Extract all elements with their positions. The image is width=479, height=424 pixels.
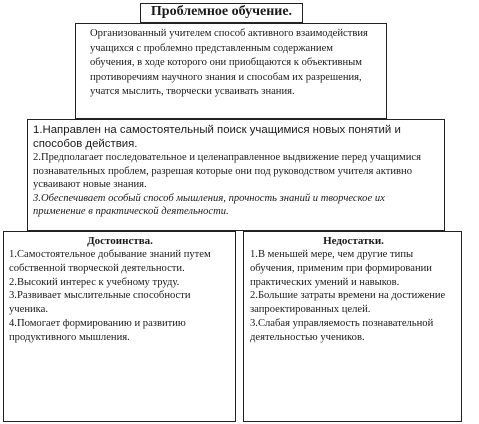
advantage-item: 1.Самостоятельное добывание знаний путем собственной творческой деятельности.	[9, 249, 211, 274]
advantage-item: 2.Высокий интерес к учебному труду.	[9, 276, 180, 288]
features-box	[27, 119, 445, 231]
feature-item-1: 1.Направлен на самостоятельный поиск учащимися новых понятий и способов действия.	[33, 124, 401, 150]
definition-text: Организованный учителем способ активного взаимодействия учащихся с проблемно представленным содержанием обучения, в ходе которого они приобщаются к объективным противоречиям научного знания и способам их разрешения, учатся мыслить, творчески усваивать знания.	[90, 28, 368, 98]
diagram-title	[140, 3, 303, 23]
advantage-item: 3.Развивает мыслительные способности ученика.	[9, 290, 191, 316]
advantages-heading: Достоинства.	[87, 235, 153, 247]
feature-item-2: 2.Предполагает последовательное и целенаправленное выдвижение перед учащимися познавательных проблем, разрешая которые они под руководством учителя активно усваивают новые знания.	[33, 152, 422, 191]
definition-box	[75, 23, 387, 119]
disadvantages-box	[243, 231, 462, 422]
disadvantage-item: 2.Большие затраты времени на достижение запроектированных целей.	[250, 290, 446, 316]
disadvantages-heading: Недостатки.	[323, 235, 384, 247]
disadvantage-item: 1.В меньшей мере, чем другие типы обучения, применим при формировании практических умений и навыков.	[250, 249, 432, 288]
title-text: Проблемное обучение.	[150, 4, 293, 19]
feature-item-3: 3.Обеспечивает особый способ мышления, прочность знаний и творческое их применение в практической деятельности.	[33, 192, 385, 218]
disadvantage-item: 3.Слабая управляемость познавательной деятельностью учеников.	[250, 317, 434, 343]
advantage-item: 4.Помогает формированию и развитию продуктивного мышления.	[9, 317, 186, 343]
advantages-box	[3, 231, 236, 422]
